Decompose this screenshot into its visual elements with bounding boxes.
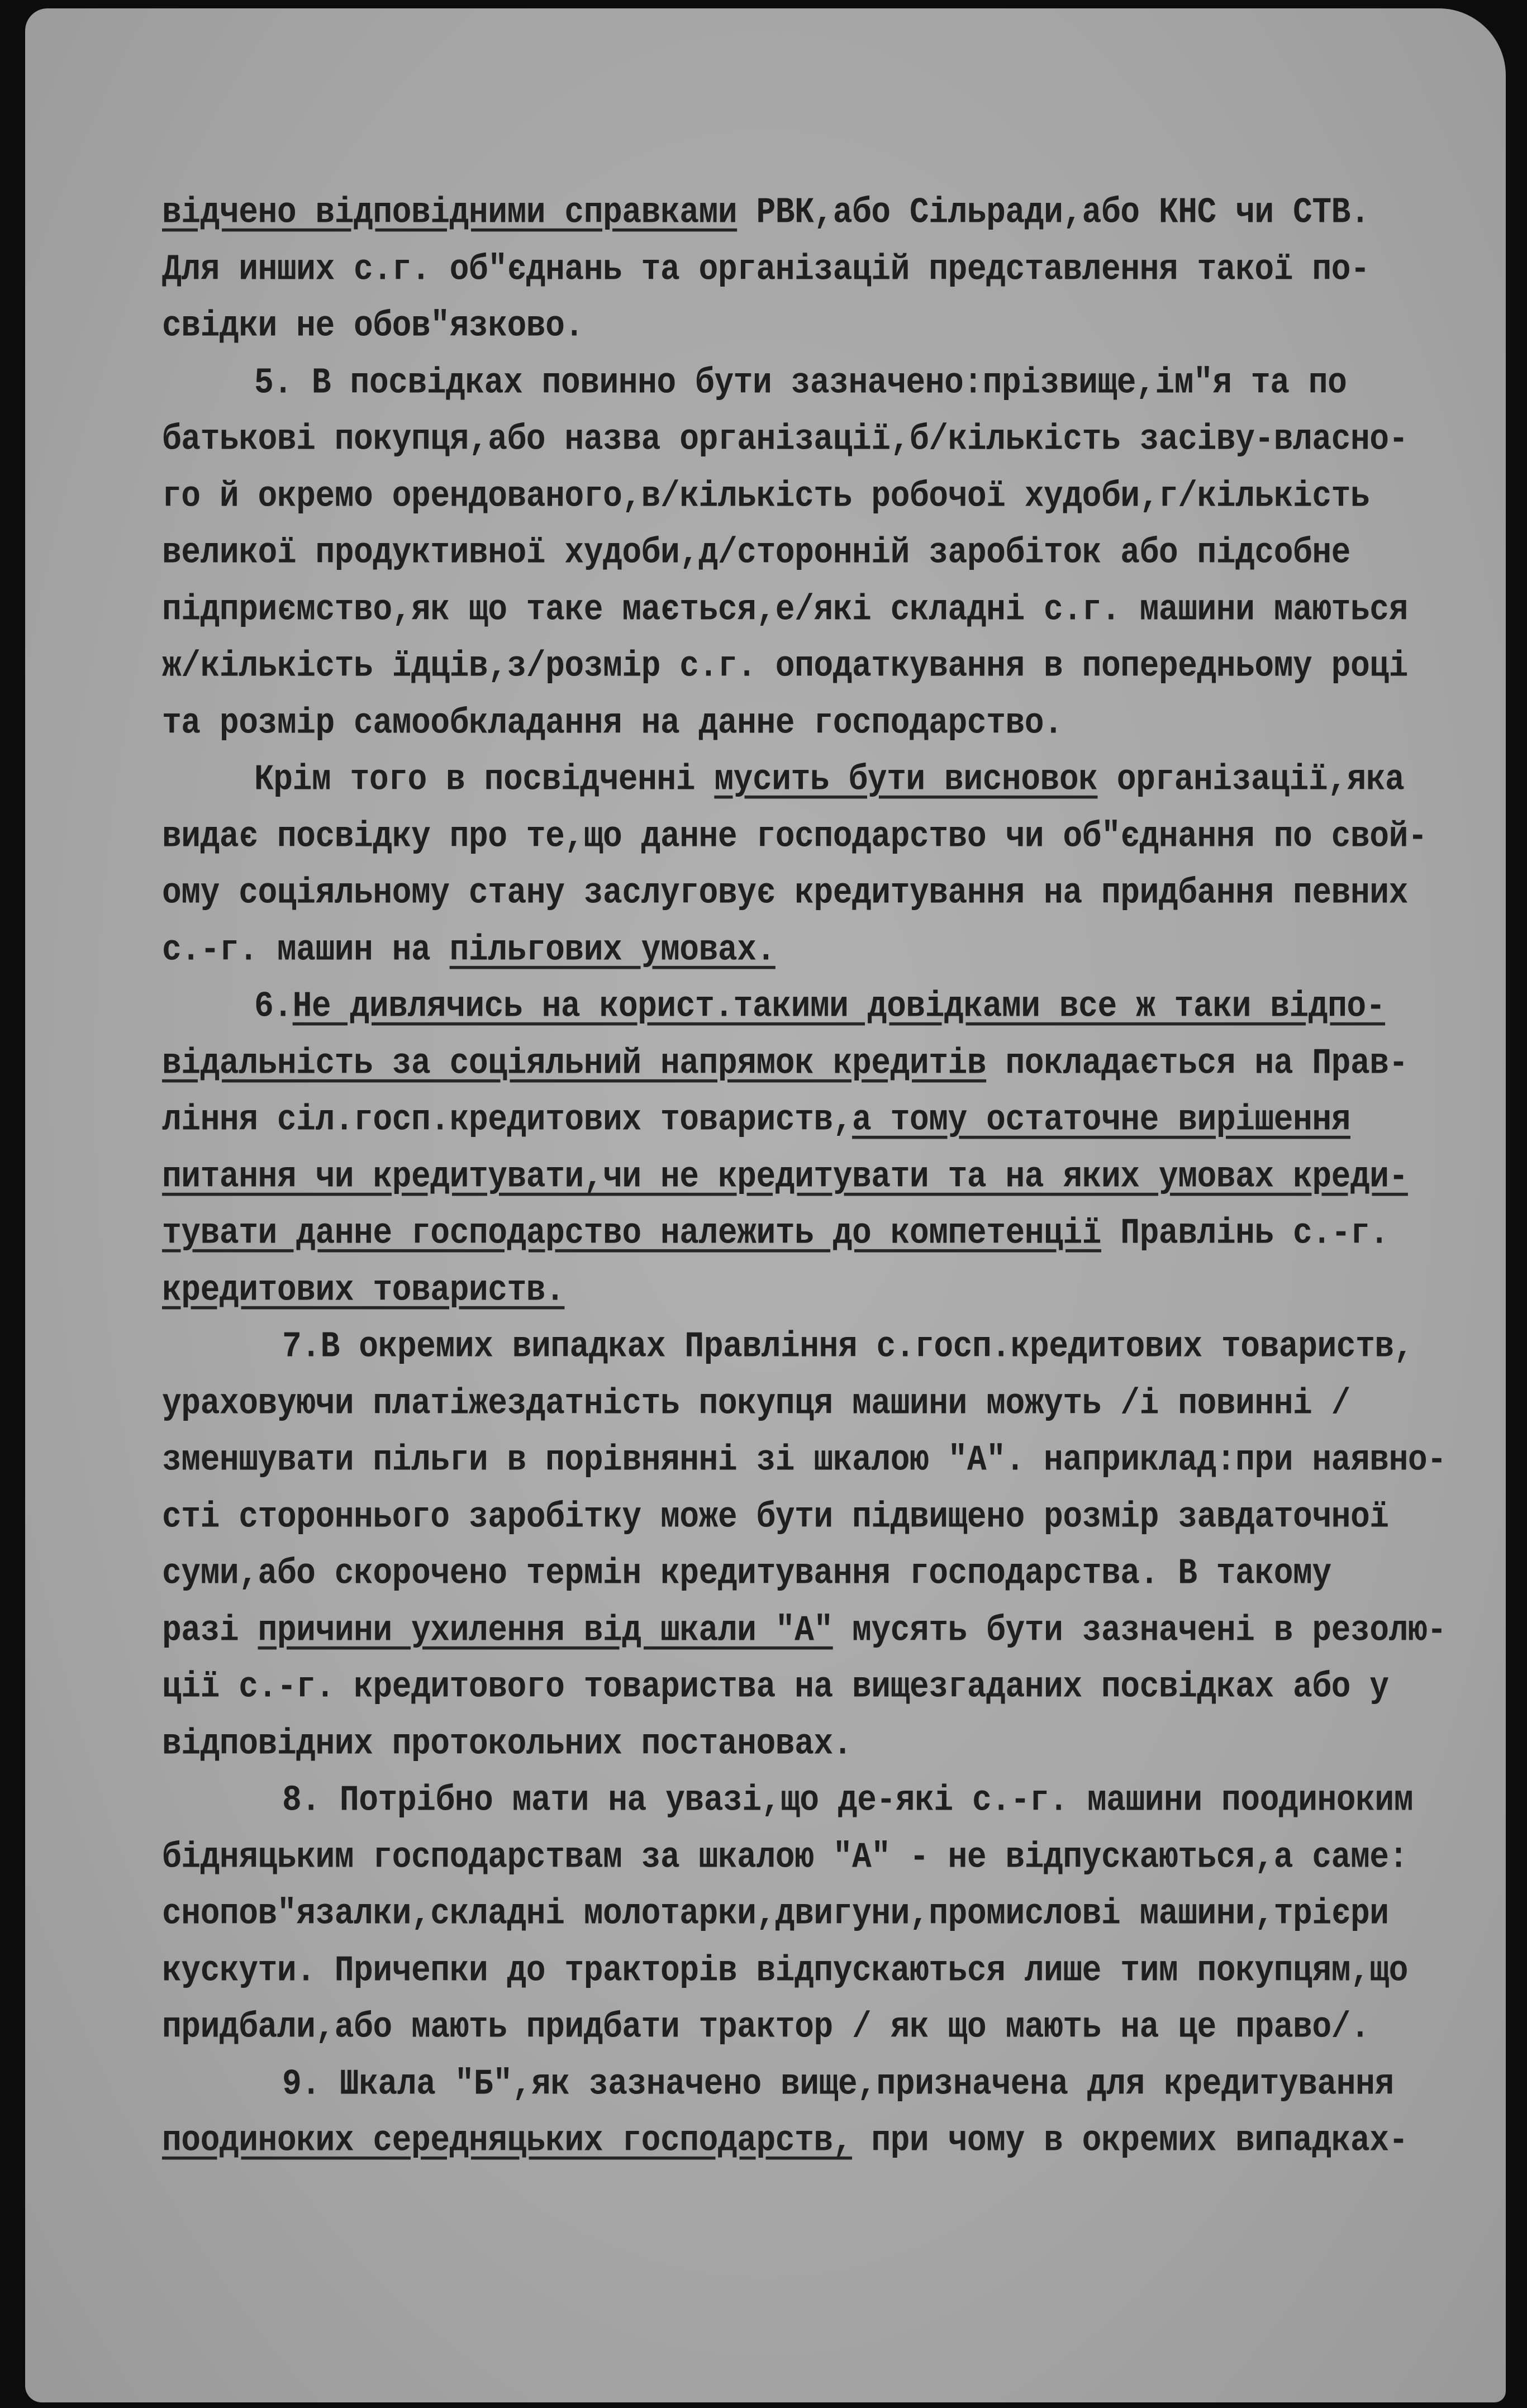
text-segment: великої продуктивної худоби,д/сторонній заробіток або підсобне	[162, 533, 1350, 574]
text-line	[162, 1440, 1446, 1481]
text-segment: відповідних протокольних постановах.	[162, 1724, 853, 1765]
text-segment: го й окремо орендованого,в/кількість робочої худоби,г/кількість	[162, 476, 1370, 517]
text-segment: батькові покупця,або назва організації,б/кількість засіву-власно-	[162, 420, 1408, 460]
text-line	[162, 420, 1408, 460]
text-line	[162, 533, 1350, 574]
text-line	[162, 646, 1408, 687]
text-segment: 8. Потрібно мати на увазі,що де-які с.-г. машини поодиноким	[282, 1781, 1414, 1821]
text-segment: видає посвідку про те,що данне господарство чи об"єднання по свой-	[162, 816, 1428, 858]
underlined-text: причини ухилення від шкали "А"	[258, 1610, 833, 1652]
text-segment: Правлінь с.-г.	[1101, 1213, 1389, 1254]
text-segment: ураховуючи платіжездатність покупця машини можуть /і повинні /	[162, 1383, 1350, 1425]
punch-hole	[0, 117, 16, 140]
text-segment: свідки не обов"язково.	[162, 306, 584, 347]
text-line	[162, 250, 1369, 291]
text-segment: покладається на Прав-	[986, 1043, 1408, 1084]
text-segment: с.-г. машин на	[162, 930, 450, 971]
underlined-text: пільгових умовах.	[449, 930, 776, 971]
text-segment: 9. Шкала "Б",як зазначено вище,призначена для кредитування	[282, 2064, 1394, 2105]
underlined-text: відчено відповідними справками	[162, 193, 738, 234]
text-segment: 7.В окремих випадках Правління с.госп.кредитових товариств,	[282, 1327, 1414, 1368]
text-line	[254, 760, 1404, 801]
text-line	[254, 363, 1347, 404]
text-segment: 6.	[254, 987, 293, 1027]
underlined-text: питання чи кредитувати,чи не кредитувати та на яких умовах креди-	[162, 1157, 1408, 1198]
text-line	[162, 590, 1408, 631]
text-segment: кускути. Причепки до тракторів відпускаються лише тим покупцям,що	[162, 1950, 1408, 1992]
text-line	[254, 987, 1385, 1027]
text-line	[162, 1213, 1389, 1254]
text-line	[162, 817, 1427, 858]
text-segment: 5. В посвідках повинно бути зазначено:прізвище,ім"я та по	[254, 363, 1347, 404]
text-line	[162, 1157, 1408, 1198]
text-segment: при чому в окремих випадках-	[852, 2121, 1408, 2162]
text-line	[162, 306, 584, 347]
text-line	[162, 1100, 1350, 1141]
underlined-text: а тому остаточне вирішення	[852, 1100, 1350, 1141]
text-line	[162, 1838, 1408, 1878]
text-segment: снопов"язалки,складні молотарки,двигуни,промислові машини,трієри	[162, 1894, 1389, 1935]
text-line	[162, 2121, 1408, 2162]
text-line	[162, 477, 1369, 517]
underlined-text: кредитових товариств.	[162, 1270, 565, 1311]
text-segment: ж/кількість їдців,з/розмір с.г. оподаткування в попередньому році	[162, 646, 1408, 687]
text-line	[162, 873, 1408, 914]
text-line	[162, 1951, 1408, 1992]
text-segment: мусять бути зазначені в резолю-	[833, 1610, 1447, 1652]
text-line	[162, 1497, 1389, 1538]
text-segment: ління сіл.госп.кредитових товариств,	[162, 1100, 853, 1141]
text-line	[162, 193, 1369, 234]
text-segment: Для инших с.г. об"єднань та організацій представлення такої по-	[162, 249, 1370, 291]
underlined-text: мусить бути висновок	[714, 760, 1098, 801]
text-line	[162, 1611, 1446, 1652]
underlined-text: тувати данне господарство належить до компетенції	[162, 1213, 1101, 1254]
text-segment: придбали,або мають придбати трактор / як що мають на це право/.	[162, 2007, 1370, 2048]
text-segment: Крім того в посвідченні	[254, 760, 715, 801]
text-segment: РВК,або Сільради,або КНС чи СТВ.	[737, 193, 1370, 234]
text-line	[162, 1044, 1408, 1084]
text-segment: підприємство,як що таке мається,е/які складні с.г. машини маються	[162, 589, 1408, 631]
underlined-text: відальність за соціяльний напрямок кредитів	[162, 1043, 987, 1084]
text-line	[162, 1667, 1389, 1708]
text-segment: суми,або скорочено термін кредитування господарства. В такому	[162, 1554, 1331, 1595]
text-segment: разі	[162, 1610, 258, 1652]
text-line	[162, 703, 1063, 744]
text-line	[162, 1554, 1331, 1595]
text-line	[162, 2007, 1369, 2048]
text-segment: та розмір самообкладання на данне господарство.	[162, 703, 1063, 744]
text-line	[162, 1724, 852, 1765]
text-segment: зменшувати пільги в порівнянні зі шкалою "А". наприклад:при наявно-	[162, 1440, 1447, 1481]
underlined-text: поодиноких середняцьких господарств,	[162, 2121, 853, 2162]
text-segment: сті стороннього заробітку може бути підвищено розмір завдаточної	[162, 1497, 1389, 1538]
text-line	[282, 1781, 1413, 1821]
text-segment: ому соціяльному стану заслуговує кредитування на придбання певних	[162, 873, 1408, 914]
text-segment: бідняцьким господарствам за шкалою "А" - не відпускаються,а саме:	[162, 1837, 1408, 1878]
text-line	[162, 1270, 564, 1311]
text-line	[162, 1384, 1350, 1425]
text-segment: організації,яка	[1097, 760, 1405, 801]
text-line	[162, 1894, 1389, 1935]
punch-hole	[0, 1603, 16, 1643]
text-line	[162, 930, 776, 971]
underlined-text: Не дивлячись на корист.такими довідками все ж таки відпо-	[292, 987, 1386, 1027]
text-line	[282, 2064, 1394, 2105]
text-line	[282, 1327, 1413, 1368]
text-segment: ції с.-г. кредитового товариства на вищезгаданих посвідках або у	[162, 1667, 1389, 1708]
